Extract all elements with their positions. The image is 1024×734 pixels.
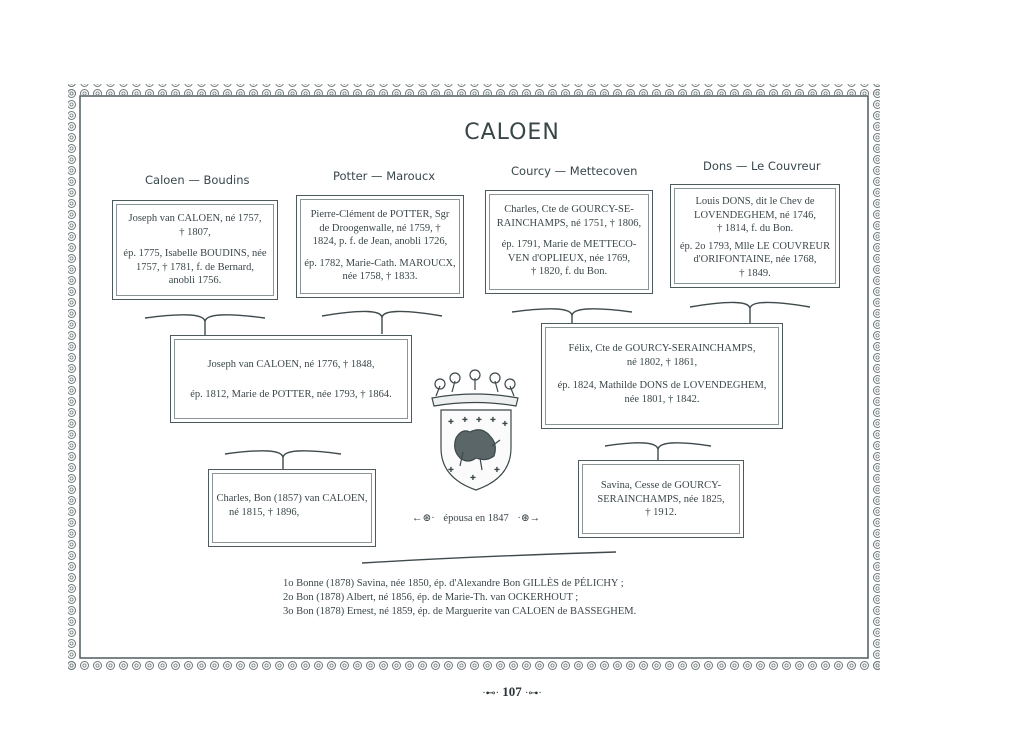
- box-line: 1757, † 1781, f. de Bernard,: [135, 261, 255, 273]
- box-line: † 1814, f. du Bon.: [716, 223, 794, 234]
- box-line: † 1807,: [179, 226, 211, 238]
- box-line: ép. 1824, Mathilde DONS de LOVENDEGHEM,: [557, 380, 767, 391]
- box-line: † 1912.: [645, 507, 677, 518]
- svg-text:✚: ✚: [448, 418, 454, 426]
- box-line: anobli 1756.: [168, 275, 222, 286]
- box-line: Pierre-Clément de POTTER, Sgr: [310, 209, 450, 220]
- box-line: Félix, Cte de GOURCY-SERAINCHAMPS,: [568, 343, 756, 354]
- box-line: née 1801, † 1842.: [624, 393, 700, 405]
- svg-text:✚: ✚: [490, 416, 496, 424]
- list-item: 1o Bonne (1878) Savina, née 1850, ép. d'Alexandre Bon GILLÈS de PÉLICHY ;: [283, 578, 624, 589]
- box-line: né 1802, † 1861,: [626, 356, 698, 368]
- svg-text:✚: ✚: [470, 474, 476, 482]
- spiral-ornament-icon: ·⊛→: [517, 513, 541, 524]
- marriage-note: [412, 512, 540, 524]
- box-line: ép. 1782, Marie-Cath. MAROUCX,: [304, 257, 456, 269]
- box-line: Joseph van CALOEN, né 1757,: [128, 213, 262, 224]
- box-line: de Droogenwalle, né 1759, †: [319, 222, 441, 234]
- couple-heading-dons-couvreur: Dons — Le Couvreur: [703, 159, 821, 173]
- marriage-text: épousa en 1847: [443, 513, 509, 524]
- spiral-ornament-icon: ←⊛·: [412, 513, 435, 524]
- box-line: † 1820, f. du Bon.: [530, 266, 608, 277]
- svg-text:✚: ✚: [502, 420, 508, 428]
- list-item: 3o Bon (1878) Ernest, né 1859, ép. de Marguerite van CALOEN de BASSEGHEM.: [283, 606, 637, 617]
- box-line: RAINCHAMPS, né 1751, † 1806,: [496, 217, 642, 229]
- box-line: ép. 1775, Isabelle BOUDINS, née: [123, 248, 267, 259]
- box-line: VEN d'OPLIEUX, née 1769,: [507, 252, 631, 264]
- box-line: SERAINCHAMPS, née 1825,: [597, 493, 725, 505]
- box-line: Louis DONS, dit le Chev de: [695, 196, 815, 207]
- box-line: ép. 2o 1793, Mlle LE COUVREUR: [679, 240, 831, 252]
- list-item: 2o Bon (1878) Albert, né 1856, ép. de Marie-Th. van OCKERHOUT ;: [283, 592, 579, 603]
- box-line: née 1758, † 1833.: [342, 271, 418, 282]
- svg-text:✚: ✚: [462, 416, 468, 424]
- page-number-value: 107: [502, 684, 522, 699]
- svg-text:✚: ✚: [476, 416, 482, 424]
- box-line: d'ORIFONTAINE, née 1768,: [693, 254, 817, 265]
- page-title: CALOEN: [464, 120, 560, 145]
- box-line: Charles, Cte de GOURCY-SE-: [504, 204, 634, 215]
- couple-heading-caloen-boudins: Caloen — Boudins: [145, 173, 250, 187]
- box-line: LOVENDEGHEM, né 1746,: [694, 209, 816, 221]
- box-line: Savina, Cesse de GOURCY-: [600, 480, 722, 491]
- box-line: Joseph van CALOEN, né 1776, † 1848,: [207, 359, 375, 370]
- ornament-left: ·⊷·: [482, 688, 499, 699]
- box-line: ép. 1791, Marie de METTECO-: [501, 239, 637, 250]
- box-line: † 1849.: [739, 267, 771, 279]
- svg-text:✚: ✚: [448, 466, 454, 474]
- box-line: ép. 1812, Marie de POTTER, née 1793, † 1864.: [190, 388, 392, 400]
- children-list: [283, 577, 636, 619]
- box-line: 1824, p. f. de Jean, anobli 1726,: [312, 236, 448, 247]
- page-number: [0, 684, 1024, 700]
- couple-heading-courcy-mettecoven: Courcy — Mettecoven: [511, 164, 638, 178]
- box-line: Charles, Bon (1857) van CALOEN,: [216, 493, 368, 504]
- couple-heading-potter-maroucx: Potter — Maroucx: [333, 169, 436, 183]
- svg-text:✚: ✚: [494, 466, 500, 474]
- box-line: né 1815, † 1896,: [229, 506, 300, 518]
- ornament-right: ·⊶·: [525, 688, 542, 699]
